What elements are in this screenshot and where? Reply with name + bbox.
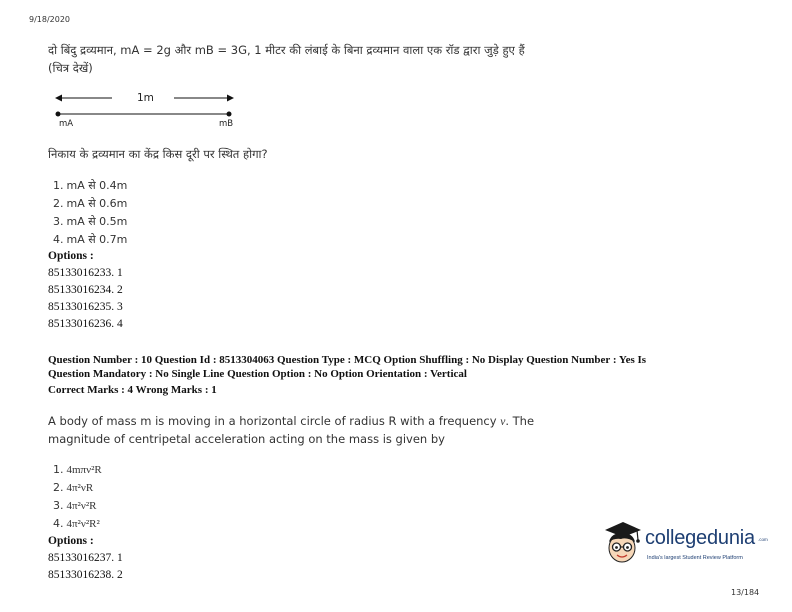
brand-dot-com: .com <box>758 537 768 542</box>
q9-choice: 2. mA से 0.6m <box>53 197 128 210</box>
q9-option-id: 85133016234. 2 <box>48 284 123 296</box>
q9-stem-line2: (चित्र देखें) <box>48 61 93 75</box>
q10-choice: 2. 4π²νR <box>53 481 94 494</box>
q9-choice: 3. mA से 0.5m <box>53 215 128 228</box>
q10-option-id: 85133016237. 1 <box>48 552 123 564</box>
q10-meta-line2: Question Mandatory : No Single Line Question Option : No Option Orientation : Vertical <box>48 368 467 380</box>
q10-meta-line1: Question Number : 10 Question Id : 8513304063 Question Type : MCQ Option Shuffling : No Display Question Number : Yes Is <box>48 354 647 366</box>
q9-choice: 1. mA से 0.4m <box>53 179 128 192</box>
brand-wordmark: collegedunia <box>645 527 755 549</box>
q10-choice: 3. 4π²ν²R <box>53 499 97 512</box>
q10-choice: 4. 4π²ν²R² <box>53 517 100 530</box>
q10-options-heading: Options : <box>48 535 94 547</box>
mascot-logo-icon <box>601 518 643 566</box>
q9-option-id: 85133016236. 4 <box>48 318 123 330</box>
print-date: 9/18/2020 <box>29 15 71 24</box>
q9-option-id: 85133016235. 3 <box>48 301 123 313</box>
q9-option-id: 85133016233. 1 <box>48 267 123 279</box>
q10-marks: Correct Marks : 4 Wrong Marks : 1 <box>48 384 217 396</box>
brand-tagline: India's largest Student Review Platform <box>647 555 743 561</box>
mass-b-label: mB <box>219 119 234 129</box>
q10-stem-line2: magnitude of centripetal acceleration acting on the mass is given by <box>48 432 445 446</box>
q10-option-id: 85133016238. 2 <box>48 569 123 581</box>
q9-options-heading: Options : <box>48 250 94 262</box>
mass-a-label: mA <box>59 119 74 129</box>
page-number: 13/184 <box>731 588 760 597</box>
rod-length-label: 1m <box>137 92 154 104</box>
q10-stem-line1: A body of mass m is moving in a horizontal circle of radius R with a frequency ν. The <box>48 414 535 428</box>
q9-choice: 4. mA से 0.7m <box>53 233 128 246</box>
q9-stem-line1: दो बिंदु द्रव्यमान, mA = 2g और mB = 3G, 1 मीटर की लंबाई के बिना द्रव्यमान वाला एक रॉड द्वारा जुड़े हुए हैं <box>48 43 525 57</box>
q9-question: निकाय के द्रव्यमान का केंद्र किस दूरी पर स्थित होगा? <box>48 147 268 161</box>
nu-symbol: ν <box>500 416 506 428</box>
q10-choice: 1. 4mπν²R <box>53 463 102 476</box>
